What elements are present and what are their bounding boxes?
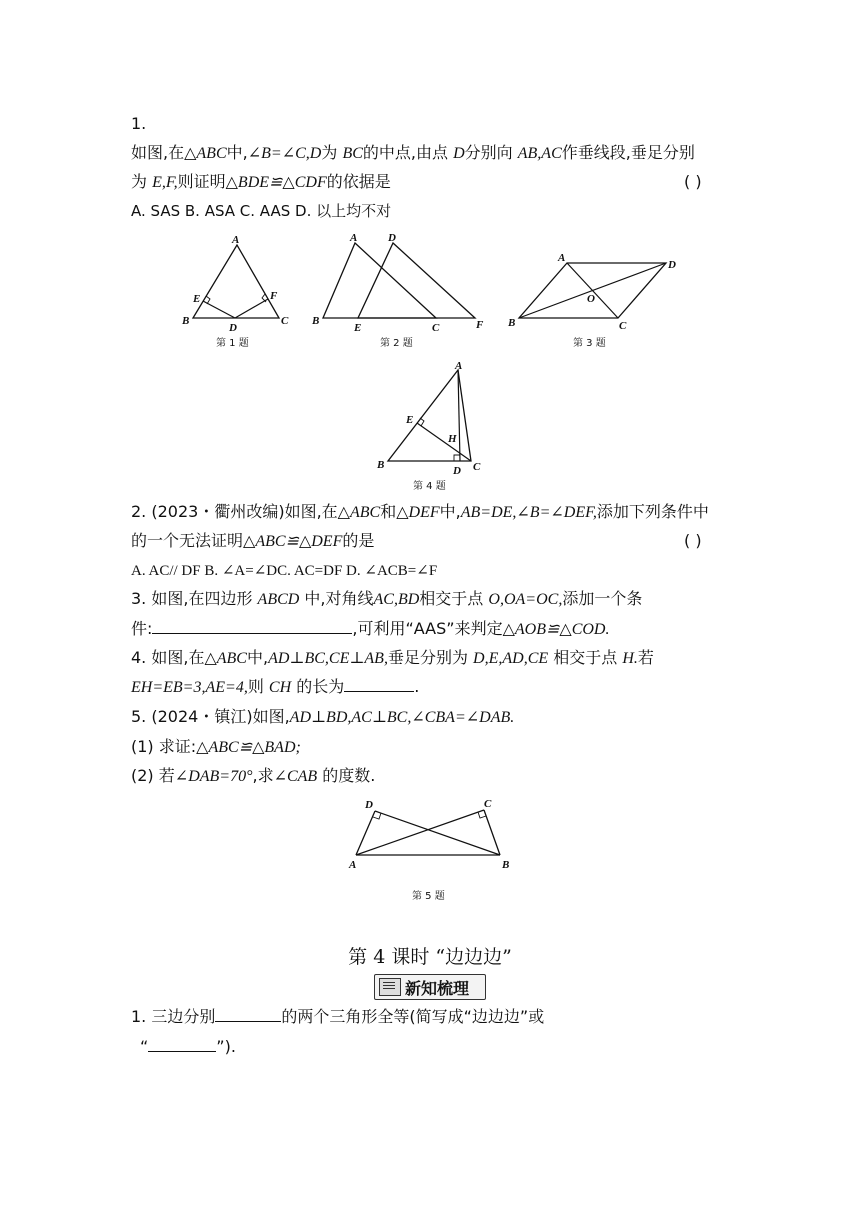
fig4-label-h: H [448, 433, 457, 445]
fig4-label-a: A [455, 360, 463, 372]
fig2-caption: 第 2 题 [380, 338, 413, 349]
fig4-caption: 第 4 题 [413, 481, 446, 492]
fig1-label-b: B [182, 315, 190, 327]
section-badge-label: 新知梳理 [405, 978, 470, 998]
fig3-label-c: C [619, 320, 627, 332]
k1-blank-1[interactable] [215, 1005, 281, 1022]
q1-options: A. SAS B. ASA C. AAS D. 以上均不对 [131, 202, 392, 220]
fig4-label-d: D [453, 465, 461, 477]
k1-line2: “ ”). [140, 1037, 236, 1056]
q3-line1: 3. 如图,在四边形 ABCD 中,对角线AC,BD相交于点 O,OA=OC,添加一个条 [131, 589, 643, 608]
fig2-label-e: E [354, 322, 362, 334]
fig2-label-f: F [476, 319, 484, 331]
fig1-label-d: D [229, 322, 237, 334]
q4-line1: 4. 如图,在△ABC中,AD⊥BC,CE⊥AB,垂足分别为 D,E,AD,CE 相交于点 H.若 [131, 648, 654, 667]
q5-sub2: (2) 若∠DAB=70°,求∠CAB 的度数. [131, 766, 376, 785]
fig3-label-a: A [558, 252, 566, 264]
fig2-label-b: B [312, 315, 320, 327]
fig4-label-b: B [377, 459, 385, 471]
section-badge [374, 974, 486, 1000]
fig3-label-b: B [508, 317, 516, 329]
fig4-label-e: E [406, 414, 414, 426]
fig1-label-f: F [270, 290, 278, 302]
section-title: 第 4 课时 “边边边” [348, 946, 512, 968]
fig5-caption: 第 5 题 [412, 891, 445, 902]
book-icon [379, 978, 401, 996]
fig4-label-c: C [473, 461, 481, 473]
q2-line1: 2. (2023・衢州改编)如图,在△ABC和△DEF中,AB=DE,∠B=∠DEF,添加下列条件中 [131, 502, 709, 521]
q5-sub1: (1) 求证:△ABC≌△BAD; [131, 737, 301, 756]
q5-line1: 5. (2024・镇江)如图,AD⊥BD,AC⊥BC,∠CBA=∠DAB. [131, 707, 515, 726]
q2-options: A. AC// DF B. ∠A=∠DC. AC=DF D. ∠ACB=∠F [131, 563, 438, 579]
q1-number: 1. [131, 114, 147, 133]
fig5-label-d: D [365, 799, 373, 811]
k1-line1: 1. 三边分别 的两个三角形全等(简写成“边边边”或 [131, 1007, 545, 1026]
fig5-label-b: B [502, 859, 510, 871]
fig1-label-e: E [193, 293, 201, 305]
fig5-label-c: C [484, 798, 492, 810]
fig1-label-a: A [232, 234, 240, 246]
fig3-caption: 第 3 题 [573, 338, 606, 349]
q4-line2: EH=EB=3,AE=4,则 CH 的长为 . [131, 677, 420, 696]
fig1-label-c: C [281, 315, 289, 327]
k1-blank-2[interactable] [148, 1035, 216, 1052]
q2-line2: 的一个无法证明△ABC≌△DEF的是 [131, 531, 375, 550]
q1-answer-paren: ( ) [684, 172, 702, 191]
q1-line1: 如图,在△ABC中,∠B=∠C,D为 BC的中点,由点 D分别向 AB,AC作垂线段,垂足分别 [131, 143, 695, 162]
q2-answer-paren: ( ) [684, 531, 702, 550]
fig3-label-d: D [668, 259, 676, 271]
fig5-label-a: A [349, 859, 357, 871]
fig2-label-d: D [388, 232, 396, 244]
q1-line2: 为 E,F,则证明△BDE≌△CDF的依据是 [131, 172, 391, 191]
fig3-label-o: O [587, 293, 595, 305]
q3-line2: 件: ,可利用“AAS”来判定△AOB≌△COD. [131, 619, 610, 638]
fig2-label-c: C [432, 322, 440, 334]
fig2-label-a: A [350, 232, 358, 244]
fig1-caption: 第 1 题 [216, 338, 249, 349]
